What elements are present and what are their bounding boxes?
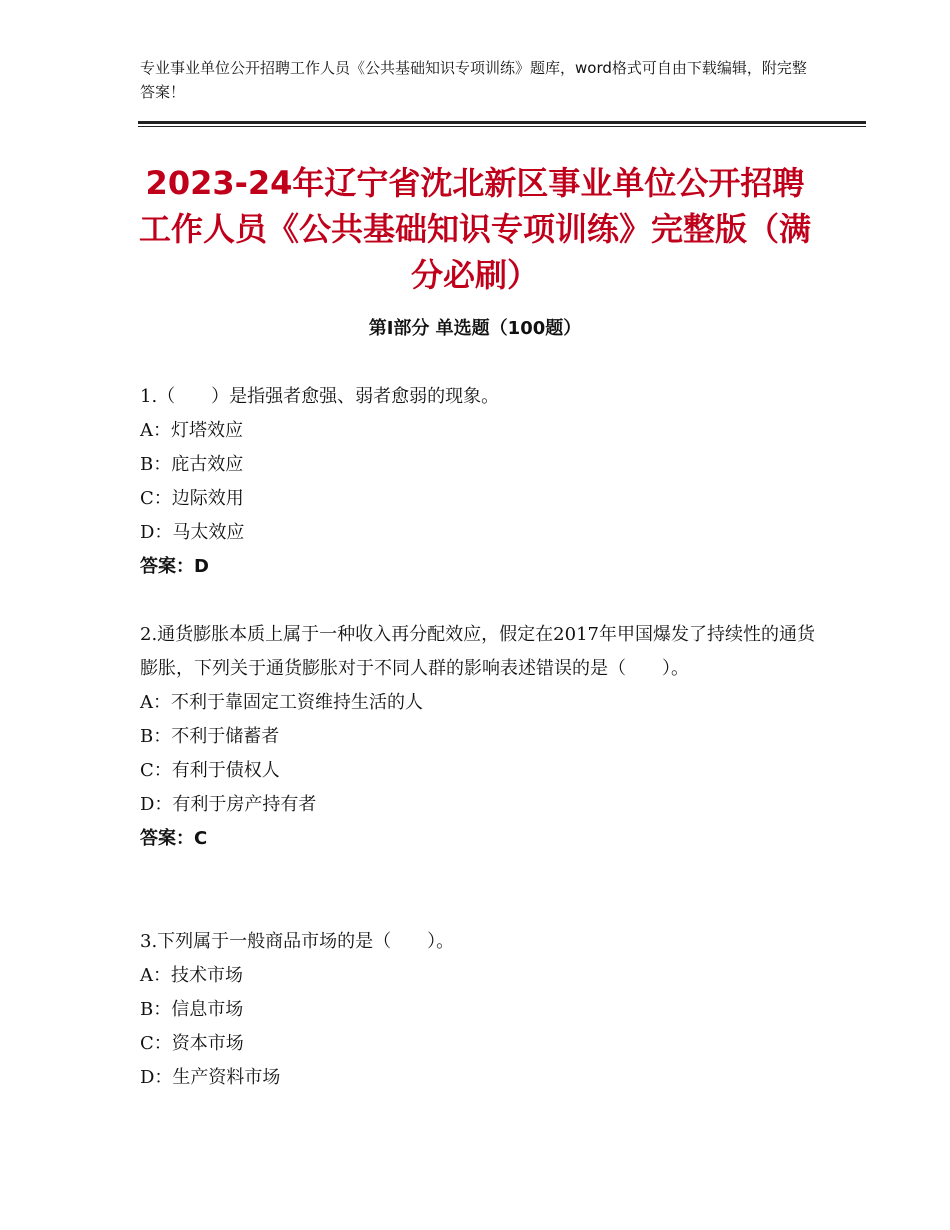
question-stem: 3.下列属于一般商品市场的是（ ）。 xyxy=(140,931,455,952)
answer: 答案：C xyxy=(140,828,208,849)
header-divider-thin xyxy=(138,126,866,127)
answer: 答案：D xyxy=(140,556,209,577)
option-b: B：不利于储蓄者 xyxy=(140,726,280,747)
option-b: B：信息市场 xyxy=(140,999,244,1020)
header-note: 专业事业单位公开招聘工作人员《公共基础知识专项训练》题库，word格式可自由下载编辑，附完整答案！ xyxy=(140,59,807,101)
question-1 xyxy=(140,380,820,584)
section-heading: 第Ⅰ部分 单选题（100题） xyxy=(368,318,582,339)
option-c: C：资本市场 xyxy=(140,1033,244,1054)
option-d: D：马太效应 xyxy=(140,522,245,543)
header-divider-thick xyxy=(138,121,866,124)
question-3 xyxy=(140,925,820,1095)
option-a: A：灯塔效应 xyxy=(140,420,243,441)
option-c: C：边际效用 xyxy=(140,488,244,509)
option-d: D：生产资料市场 xyxy=(140,1067,281,1088)
question-2 xyxy=(140,618,820,856)
option-d: D：有利于房产持有者 xyxy=(140,794,317,815)
option-b: B：庇古效应 xyxy=(140,454,244,475)
option-c: C：有利于债权人 xyxy=(140,760,280,781)
option-a: A：技术市场 xyxy=(140,965,243,986)
option-a: A：不利于靠固定工资维持生活的人 xyxy=(140,692,423,713)
document-title: 2023-24年辽宁省沈北新区事业单位公开招聘工作人员《公共基础知识专项训练》完整版（满分必刷） xyxy=(138,164,811,294)
question-stem: 1.（ ）是指强者愈强、弱者愈弱的现象。 xyxy=(140,386,500,407)
question-stem: 2.通货膨胀本质上属于一种收入再分配效应，假定在2017年甲国爆发了持续性的通货膨胀，下列关于通货膨胀对于不同人群的影响表述错误的是（ ）。 xyxy=(140,624,815,679)
